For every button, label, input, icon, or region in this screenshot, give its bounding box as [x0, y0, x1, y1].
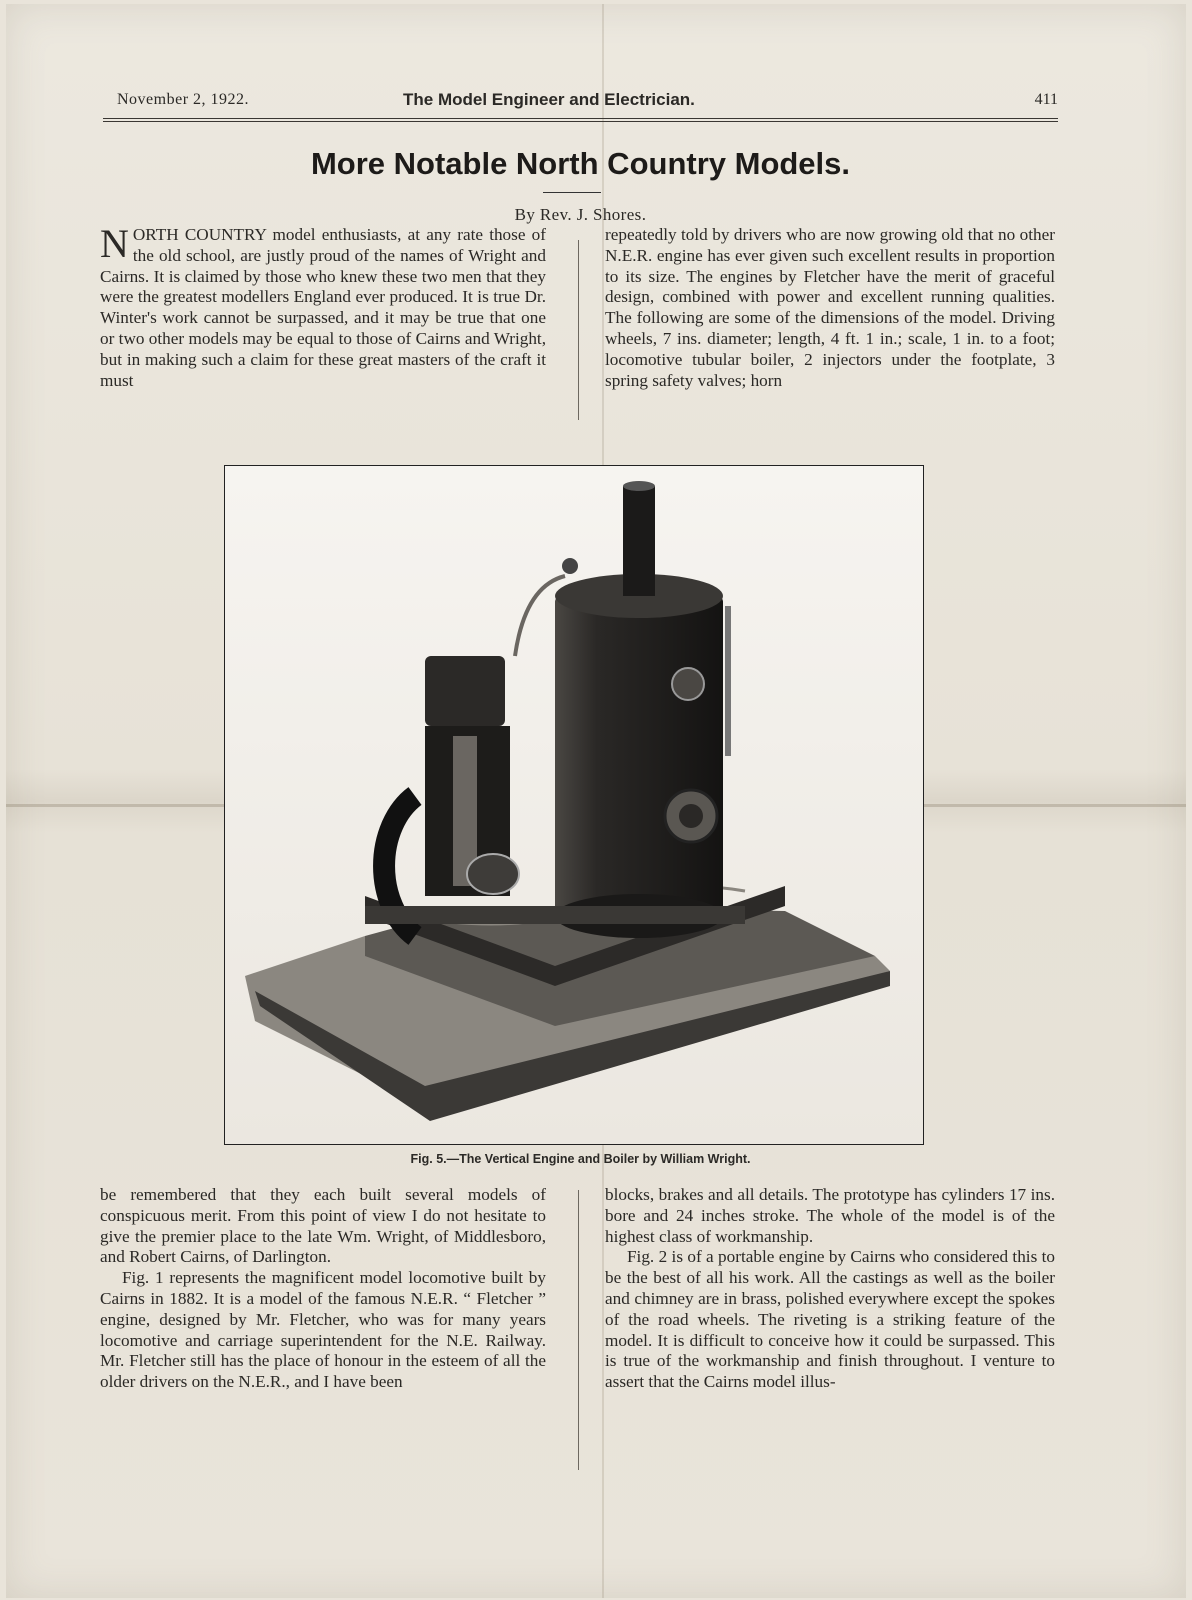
column-top-right: [605, 225, 1055, 391]
article-byline: By Rev. J. Shores.: [514, 205, 647, 224]
paragraph-text: repeatedly told by drivers who are now growing old that no other N.E.R. engine has ever given such excellent results in proportion to its size. The engines by Fletcher have the merit of graceful design, combined with power and excellent running qualities. The following are some of the dimensions of the model. Driving wheels, 7 ins. diameter; length, 4 ft. 1 in.; scale, 1 in. to a foot; locomotive tubular boiler, 2 injectors under the footplate, 3 spring safety valves; horn: [605, 225, 1055, 390]
issue-date: November 2, 1922.: [117, 91, 250, 108]
drop-cap: N: [100, 221, 129, 266]
column-divider: [578, 1190, 579, 1470]
figure-photo: [224, 465, 924, 1145]
opening-paragraph: [100, 221, 546, 391]
page-number: 411: [1034, 91, 1058, 108]
figure-caption: Fig. 5.—The Vertical Engine and Boiler by William Wright.: [410, 1152, 751, 1166]
column-bottom-left: [100, 1185, 546, 1393]
paragraph-text: be remembered that they each built several models of conspicuous merit. From this point of view I do not hesitate to give the premier place to the late Wm. Wright, of Middlesboro, and Robert Cairns, of Darlington.: [100, 1185, 546, 1267]
paragraph-text: blocks, brakes and all details. The prototype has cylinders 17 ins. bore and 24 inches stroke. The whole of the model is of the highest class of workmanship.: [605, 1185, 1055, 1246]
running-header: [103, 88, 1058, 116]
column-divider: [578, 240, 579, 420]
column-top-left: [100, 221, 546, 391]
title-divider: [543, 192, 601, 193]
paragraph-text: Fig. 2 is of a portable engine by Cairns who considered this to be the best of all his work. All the castings as well as the boiler and chimney are in brass, polished everywhere except the spokes of the road wheels. The riveting is a striking feature of the model. It is difficult to conceive how it could be surpassed. This is true of the workmanship and finish throughout. I venture to assert that the Cairns model illus-: [605, 1247, 1055, 1392]
header-rule: [103, 118, 1058, 119]
header-rule-double: [103, 121, 1058, 122]
steam-engine-photo: [225, 466, 923, 1144]
journal-name: The Model Engineer and Electrician.: [403, 90, 695, 109]
article-title: More Notable North Country Models.: [310, 146, 851, 181]
paragraph-text: ORTH COUNTRY model enthusiasts, at any rate those of the old school, are justly proud of the names of Wright and Cairns. It is claimed by those who knew these two men that they were the greatest modellers England ever produced. It is true Dr. Winter's work cannot be surpassed, and it may be true that one or two other models may be equal to those of Cairns and Wright, but in making such a claim for these great masters of the craft it must: [100, 225, 546, 390]
column-bottom-right: [605, 1185, 1055, 1393]
paragraph-text: Fig. 1 represents the magnificent model locomotive built by Cairns in 1882. It is a model of the famous N.E.R. “ Fletcher ” engine, designed by Mr. Fletcher, who was for many years locomotive and carriage superintendent for the N.E. Railway. Mr. Fletcher still has the place of honour in the esteem of all the older drivers on the N.E.R., and I have been: [100, 1268, 546, 1392]
